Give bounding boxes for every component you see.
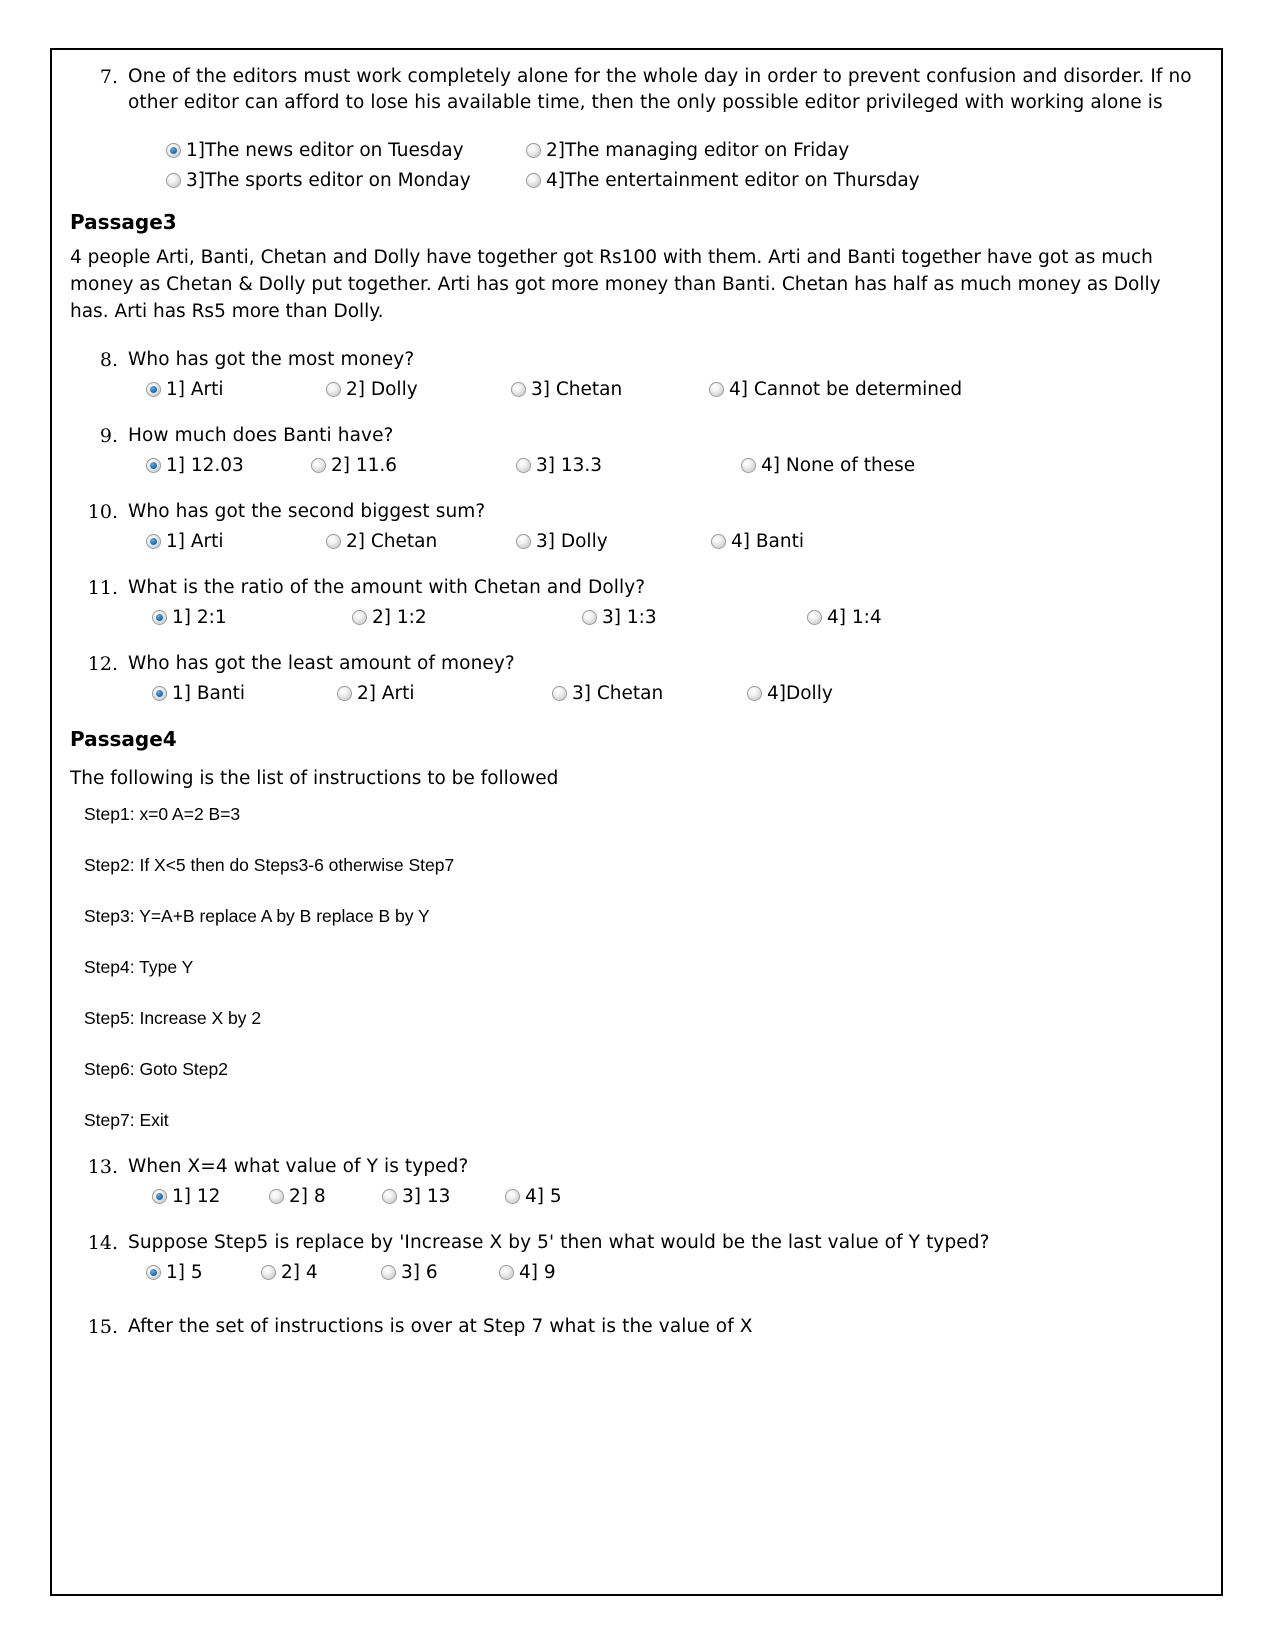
question-14-options [70, 1258, 1197, 1288]
question-text: After the set of instructions is over at Step 7 what is the value of X [128, 1316, 753, 1337]
option-label: 4] Cannot be determined [729, 379, 963, 400]
option[interactable] [505, 1182, 568, 1212]
question-text: Who has got the second biggest sum? [128, 501, 486, 522]
question-9 [70, 423, 1197, 449]
passage-3-heading: Passage3 [70, 210, 177, 234]
radio-button-icon[interactable] [152, 686, 167, 701]
radio-button-icon[interactable] [152, 1189, 167, 1204]
option-label: 4]The entertainment editor on Thursday [546, 170, 920, 191]
option[interactable] [552, 679, 747, 709]
option[interactable] [709, 375, 968, 405]
radio-button-icon[interactable] [526, 143, 541, 158]
question-number: 14. [87, 1232, 118, 1254]
step-line-5: Step5: Increase X by 2 [84, 1008, 262, 1028]
radio-button-icon[interactable] [552, 686, 567, 701]
option-label: 3] 13.3 [536, 455, 603, 476]
option-label: 2] Chetan [346, 531, 438, 552]
option[interactable] [166, 136, 526, 166]
question-number: 10. [87, 501, 118, 523]
passage-4-heading: Passage4 [70, 727, 177, 751]
step-line-7: Step7: Exit [84, 1110, 169, 1130]
option-label: 1] 2:1 [172, 607, 227, 628]
question-8-options [70, 375, 1197, 405]
option-label: 4] 5 [525, 1186, 562, 1207]
option[interactable] [526, 166, 926, 196]
option[interactable] [146, 527, 326, 557]
option-label: 2] 1:2 [372, 607, 427, 628]
radio-button-icon[interactable] [741, 458, 756, 473]
radio-button-icon[interactable] [499, 1265, 514, 1280]
option[interactable] [337, 679, 552, 709]
option[interactable] [711, 527, 810, 557]
option-label: 1] 12.03 [166, 455, 244, 476]
question-number: 9. [99, 425, 118, 447]
question-8 [70, 347, 1197, 373]
radio-button-icon[interactable] [166, 173, 181, 188]
option-label: 3] 1:3 [602, 607, 657, 628]
option[interactable] [516, 527, 711, 557]
question-9-options [70, 451, 1197, 481]
question-number: 15. [87, 1316, 118, 1338]
radio-button-icon[interactable] [582, 610, 597, 625]
option[interactable] [741, 451, 921, 481]
question-14 [70, 1230, 1197, 1256]
radio-button-icon[interactable] [261, 1265, 276, 1280]
radio-button-icon[interactable] [146, 534, 161, 549]
question-text: One of the editors must work completely alone for the whole day in order to prevent confusion and disorder. If no other editor can afford to lose his available time, then the only possible editor privileged with working alone is [128, 66, 1192, 113]
option-label: 3] 6 [401, 1262, 438, 1283]
radio-button-icon[interactable] [269, 1189, 284, 1204]
option[interactable] [516, 451, 741, 481]
option-label: 1] Banti [172, 683, 246, 704]
option-label: 1] 5 [166, 1262, 203, 1283]
option[interactable] [152, 603, 352, 633]
question-10-options [70, 527, 1197, 557]
option[interactable] [261, 1258, 381, 1288]
option-label: 3] Chetan [531, 379, 623, 400]
radio-button-icon[interactable] [511, 382, 526, 397]
option[interactable] [747, 679, 839, 709]
question-number: 11. [87, 577, 118, 599]
option-label: 3]The sports editor on Monday [186, 170, 471, 191]
option[interactable] [166, 166, 526, 196]
question-12-options [70, 679, 1197, 709]
radio-button-icon[interactable] [516, 534, 531, 549]
question-text: Who has got the least amount of money? [128, 653, 515, 674]
option[interactable] [152, 1182, 269, 1212]
radio-button-icon[interactable] [381, 1265, 396, 1280]
radio-button-icon[interactable] [505, 1189, 520, 1204]
radio-button-icon[interactable] [146, 382, 161, 397]
option-label: 2]The managing editor on Friday [546, 140, 850, 161]
option-label: 2] 4 [281, 1262, 318, 1283]
option-label: 4]Dolly [767, 683, 833, 704]
option-label: 2] Arti [357, 683, 415, 704]
option-label: 2] 8 [289, 1186, 326, 1207]
option[interactable] [352, 603, 582, 633]
option-label: 2] 11.6 [331, 455, 398, 476]
question-number: 8. [99, 349, 118, 371]
question-paper-page [50, 48, 1223, 1596]
option-row [70, 136, 1197, 166]
question-10 [70, 499, 1197, 525]
option-label: 1] Arti [166, 531, 224, 552]
option-label: 4] 1:4 [827, 607, 882, 628]
step-line-4: Step4: Type Y [84, 957, 194, 977]
radio-button-icon[interactable] [709, 382, 724, 397]
radio-button-icon[interactable] [382, 1189, 397, 1204]
question-15 [70, 1314, 1197, 1340]
option[interactable] [152, 679, 337, 709]
option-label: 4] 9 [519, 1262, 556, 1283]
option[interactable] [382, 1182, 505, 1212]
question-11-options [70, 603, 1197, 633]
step-line-3: Step3: Y=A+B replace A by B replace B by Y [84, 906, 430, 926]
option[interactable] [326, 527, 516, 557]
question-text: Who has got the most money? [128, 349, 415, 370]
question-7-options [70, 136, 1197, 196]
option[interactable] [311, 451, 516, 481]
radio-button-icon[interactable] [326, 382, 341, 397]
step-line-1: Step1: x=0 A=2 B=3 [84, 804, 241, 824]
radio-button-icon[interactable] [747, 686, 762, 701]
option[interactable] [269, 1182, 382, 1212]
option[interactable] [381, 1258, 499, 1288]
option-label: 2] Dolly [346, 379, 418, 400]
question-13-options [70, 1182, 1197, 1212]
step-line-6: Step6: Goto Step2 [84, 1059, 228, 1079]
radio-button-icon[interactable] [326, 534, 341, 549]
radio-button-icon[interactable] [337, 686, 352, 701]
question-text: What is the ratio of the amount with Chetan and Dolly? [128, 577, 646, 598]
radio-button-icon[interactable] [146, 1265, 161, 1280]
step-line-2: Step2: If X<5 then do Steps3-6 otherwise Step7 [84, 855, 455, 875]
question-11 [70, 575, 1197, 601]
passage-3-body: 4 people Arti, Banti, Chetan and Dolly have together got Rs100 with them. Arti and Banti together have got as much money as Chetan & Dolly put together. Arti has got more money than Banti. Chetan has half as much money as Dolly has. Arti has Rs5 more than Dolly. [70, 247, 1161, 322]
option-label: 4] Banti [731, 531, 805, 552]
question-number: 13. [87, 1156, 118, 1178]
radio-button-icon[interactable] [311, 458, 326, 473]
option-label: 3] Dolly [536, 531, 608, 552]
option[interactable] [582, 603, 807, 633]
option-row [70, 166, 1197, 196]
option[interactable] [807, 603, 888, 633]
option[interactable] [499, 1258, 562, 1288]
question-13 [70, 1154, 1197, 1180]
option-label: 1]The news editor on Tuesday [186, 140, 464, 161]
option[interactable] [511, 375, 709, 405]
radio-button-icon[interactable] [166, 143, 181, 158]
question-number: 7. [99, 66, 118, 88]
option-label: 3] Chetan [572, 683, 664, 704]
question-text: How much does Banti have? [128, 425, 394, 446]
radio-button-icon[interactable] [352, 610, 367, 625]
option[interactable] [146, 375, 326, 405]
option-label: 3] 13 [402, 1186, 451, 1207]
option-label: 1] Arti [166, 379, 224, 400]
option-label: 4] None of these [761, 455, 916, 476]
question-text: When X=4 what value of Y is typed? [128, 1156, 469, 1177]
option-label: 1] 12 [172, 1186, 221, 1207]
question-number: 12. [87, 653, 118, 675]
radio-button-icon[interactable] [516, 458, 531, 473]
radio-button-icon[interactable] [152, 610, 167, 625]
option[interactable] [526, 136, 855, 166]
option[interactable] [146, 451, 311, 481]
radio-button-icon[interactable] [711, 534, 726, 549]
question-12 [70, 651, 1197, 677]
radio-button-icon[interactable] [526, 173, 541, 188]
radio-button-icon[interactable] [146, 458, 161, 473]
page-content [52, 50, 1221, 1340]
question-7 [70, 64, 1197, 116]
option[interactable] [326, 375, 511, 405]
passage-4-intro: The following is the list of instructions to be followed [70, 768, 559, 789]
question-text: Suppose Step5 is replace by 'Increase X by 5' then what would be the last value of Y typed? [128, 1232, 990, 1253]
radio-button-icon[interactable] [807, 610, 822, 625]
option[interactable] [146, 1258, 261, 1288]
